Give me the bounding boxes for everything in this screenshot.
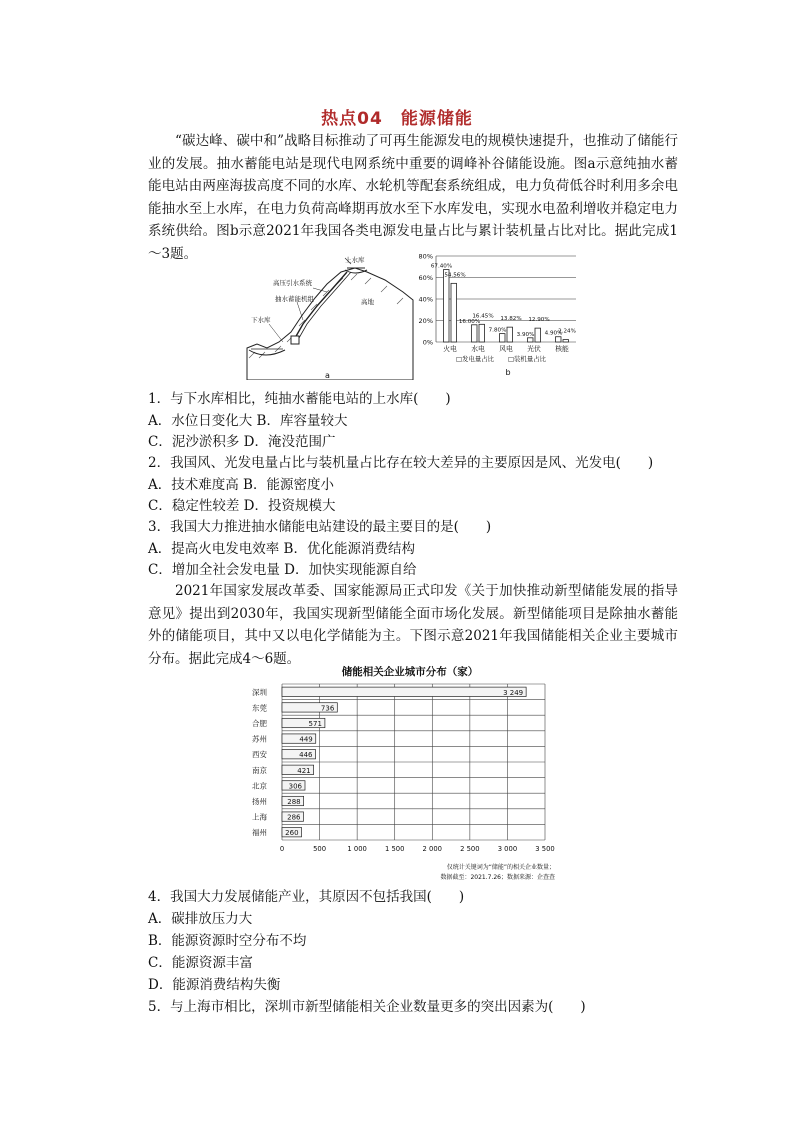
- q4-option-b: B．能源资源时空分布不均: [148, 933, 307, 949]
- chart-title: 储能相关企业城市分布（家）: [341, 666, 479, 678]
- label-lower-reservoir: 下水库: [251, 316, 271, 324]
- label-machine: 抽水蓄能机组: [275, 295, 314, 303]
- bar-value-label: 736: [320, 704, 335, 713]
- y-category-label: 北京: [252, 781, 267, 791]
- bar-value-label: 260: [285, 829, 299, 838]
- q4-option-a: A．碳排放压力大: [148, 911, 253, 927]
- y-category-label: 福州: [252, 828, 267, 838]
- chart-note-1: 仅统计关键词为“储能”的相关企业数量；: [446, 864, 555, 871]
- bar-capacity: [479, 324, 485, 342]
- x-tick-label: 火电: [443, 345, 457, 353]
- label-highland: 高地: [361, 298, 374, 306]
- bar-value-label: 288: [287, 798, 301, 806]
- data-label: 4.90%: [544, 330, 563, 337]
- bar-generation: [528, 338, 534, 342]
- label-upper-reservoir: 上水库: [345, 256, 365, 264]
- bar-value-label: 306: [288, 782, 302, 791]
- data-label: 12.90%: [528, 317, 550, 324]
- legend-capacity: □装机量占比: [508, 355, 546, 363]
- bar-generation: [500, 334, 506, 342]
- bar-value-label: 446: [299, 751, 313, 760]
- question-1: 1．与下水库相比，纯抽水蓄能电站的上水库( ): [148, 391, 451, 407]
- x-tick-label: 水电: [471, 345, 485, 353]
- chart-note-2: 数据截至：2021.7.26；数据来源：企查查: [440, 874, 555, 881]
- bar-value-label: 421: [297, 766, 311, 775]
- y-tick-label: 60%: [418, 274, 433, 282]
- intro-paragraph-2: 2021年国家发展改革委、国家能源局正式印发《关于加快推动新型储能发展的指导意见》提出到2030年，我国实现新型储能全面市场化发展。新型储能项目是除抽水蓄能外的储能项目，其中又以电化学储能为主。下图示意2021年我国储能相关企业主要城市分布。据此完成4～6题。: [148, 583, 678, 667]
- x-tick-label: 2 000: [422, 845, 443, 853]
- question-5: 5．与上海市相比，深圳市新型储能相关企业数量更多的突出因素为( ): [148, 999, 586, 1015]
- y-category-label: 东莞: [252, 703, 267, 713]
- y-category-label: 扬州: [252, 797, 267, 806]
- x-tick-label: 风电: [499, 345, 513, 353]
- question-2: 2．我国风、光发电量占比与装机量占比存在较大差异的主要原因是风、光发电( ): [148, 455, 654, 471]
- q4-option-c: C．能源资源丰富: [148, 955, 253, 971]
- city-distribution-chart: [250, 662, 570, 884]
- figure-a-diagram: [245, 252, 415, 380]
- q2-options-ab: A．技术难度高 B．能源密度小: [148, 477, 334, 493]
- y-category-label: 苏州: [252, 734, 267, 744]
- q2-options-cd: C．稳定性较差 D．投资规模大: [148, 498, 336, 514]
- data-label: 54.56%: [444, 272, 466, 279]
- x-tick-label: 3 000: [497, 845, 518, 853]
- y-tick-label: 80%: [418, 252, 433, 261]
- q3-options-cd: C．增加全社会发电量 D．加快实现能源自给: [148, 562, 417, 578]
- data-label: 16.45%: [472, 313, 494, 320]
- y-category-label: 上海: [252, 812, 267, 822]
- figure-b-chart: [408, 246, 584, 382]
- y-tick-label: 20%: [418, 317, 433, 325]
- data-label: 2.24%: [558, 328, 576, 335]
- intro-paragraph: “碳达峰、碳中和”战略目标推动了可再生能源发电的规模快速提升，也推动了储能行业的发展。抽水蓄能电站是现代电网系统中重要的调峰补谷储能设施。图a示意纯抽水蓄能电站由两座海拔高度不同的水库、水轮机等配套系统组成，电力负荷低谷时利用多余电能抽水至上水库，在电力负荷高峰期再放水至下水库发电，实现水电盈利增收并稳定电力系统供给。图b示意2021年我国各类电源发电量占比与累计装机量占比对比。据此完成1～3题。: [148, 133, 678, 262]
- data-label: 7.80%: [488, 327, 507, 334]
- label-pipe-system: 高压引水系统: [273, 279, 312, 287]
- data-label: 16.00%: [458, 318, 481, 325]
- figure-b-caption: b: [505, 368, 511, 377]
- bar-generation: [444, 270, 450, 342]
- y-category-label: 深圳: [252, 687, 267, 697]
- x-tick-label: 光伏: [527, 345, 541, 353]
- x-tick-label: 3 500: [535, 845, 555, 853]
- bar-value-label: 449: [299, 735, 313, 744]
- data-label: 67.40%: [430, 263, 453, 270]
- x-tick-label: 核能: [555, 345, 569, 353]
- page-title: 热点04 能源储能: [321, 109, 473, 129]
- x-tick-label: 2 500: [460, 845, 480, 853]
- data-label: 13.82%: [500, 316, 522, 323]
- bar-generation: [556, 337, 562, 342]
- bar-value-label: 571: [308, 720, 322, 728]
- y-tick-label: 40%: [418, 295, 433, 304]
- bar-value-label: 286: [287, 813, 301, 822]
- bar-capacity: [451, 283, 457, 342]
- q3-options-ab: A．提高火电发电效率 B．优化能源消费结构: [148, 541, 415, 557]
- x-tick-label: 0: [279, 845, 285, 853]
- bar-capacity: [563, 340, 569, 342]
- question-3: 3．我国大力推进抽水储能电站建设的最主要目的是( ): [148, 519, 492, 535]
- bar-value-label: 3 249: [503, 688, 524, 697]
- bar-capacity: [507, 327, 513, 342]
- q4-option-d: D．能源消费结构失衡: [148, 977, 281, 993]
- bar-generation: [472, 325, 478, 342]
- y-category-label: 西安: [252, 750, 267, 760]
- q1-options-ab: A．水位日变化大 B．库容量较大: [148, 413, 348, 429]
- y-category-label: 合肥: [252, 719, 267, 728]
- x-tick-label: 1 500: [384, 845, 405, 853]
- q1-options-cd: C．泥沙淤积多 D．淹没范围广: [148, 434, 336, 450]
- x-tick-label: 1 000: [347, 845, 367, 853]
- city-bar: [282, 687, 526, 696]
- figure-a-caption: a: [325, 371, 330, 380]
- data-label: 3.90%: [516, 331, 535, 338]
- y-category-label: 南京: [252, 765, 267, 775]
- y-tick-label: 0%: [422, 338, 433, 347]
- legend-generation: □发电量占比: [456, 355, 494, 363]
- question-4: 4．我国大力发展储能产业，其原因不包括我国( ): [148, 889, 465, 905]
- x-tick-label: 500: [313, 845, 327, 853]
- bar-capacity: [535, 328, 541, 342]
